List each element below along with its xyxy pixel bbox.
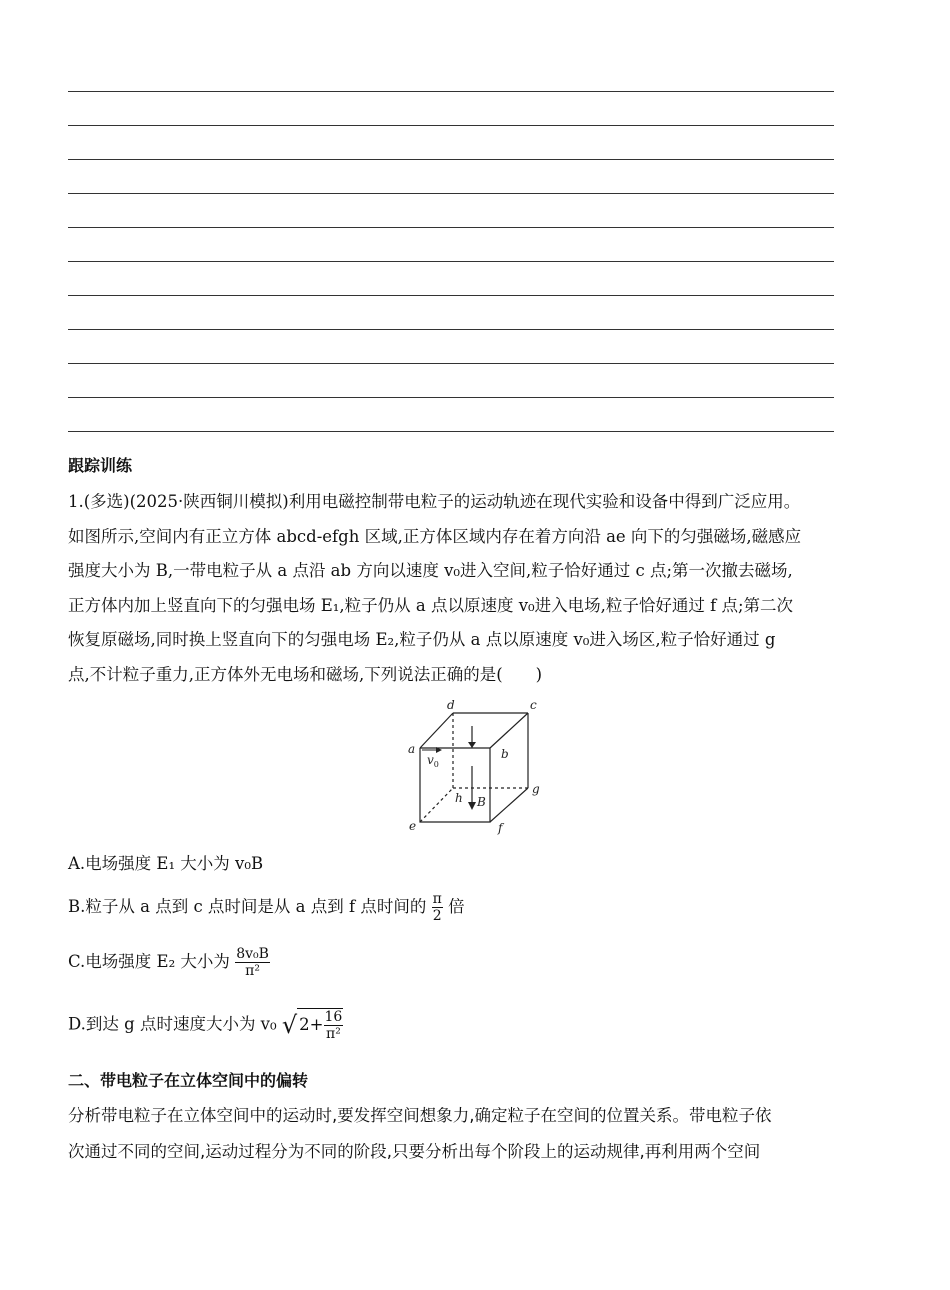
ruled-line bbox=[68, 227, 834, 228]
option-c-prefix: C.电场强度 E₂ 大小为 bbox=[68, 952, 230, 971]
label-f: f bbox=[498, 821, 503, 835]
label-a: a bbox=[408, 742, 416, 756]
section-2-body bbox=[68, 1098, 888, 1170]
radicand bbox=[297, 1008, 343, 1042]
question-line: 点,不计粒子重力,正方体外无电场和磁场,下列说法正确的是( ) bbox=[68, 664, 543, 684]
label-v0 bbox=[427, 753, 439, 769]
body-line: 次通过不同的空间,运动过程分为不同的阶段,只要分析出每个阶段上的运动规律,再利用两个空间 bbox=[68, 1142, 761, 1161]
question-text bbox=[68, 485, 888, 692]
cube-diagram bbox=[400, 696, 550, 836]
option-d bbox=[68, 1008, 343, 1042]
label-g: g bbox=[532, 782, 540, 796]
fraction bbox=[324, 1009, 344, 1042]
label-B: B bbox=[477, 795, 486, 809]
fraction-numerator: 8v₀B bbox=[236, 946, 269, 962]
question-line: 恢复原磁场,同时换上竖直向下的匀强电场 E₂,粒子仍从 a 点以原速度 v₀进入场区,粒子恰好通过 g bbox=[68, 630, 776, 649]
ruled-line bbox=[68, 193, 834, 194]
question-line: 如图所示,空间内有正立方体 abcd-efgh 区域,正方体区域内存在着方向沿 ae 向下的匀强磁场,磁感应 bbox=[68, 526, 802, 546]
radical-sign: √ bbox=[281, 1011, 298, 1039]
fraction-denominator: 2 bbox=[432, 908, 442, 924]
ruled-line bbox=[68, 431, 834, 432]
fraction-numerator: 16 bbox=[324, 1009, 343, 1025]
question-line: 正方体内加上竖直向下的匀强电场 E₁,粒子仍从 a 点以原速度 v₀进入电场,粒子恰好通过 f 点;第二次 bbox=[68, 595, 794, 615]
body-line: 分析带电粒子在立体空间中的运动时,要发挥空间想象力,确定粒子在空间的位置关系。带电粒子依 bbox=[68, 1106, 772, 1125]
label-v0-sub: 0 bbox=[433, 760, 439, 769]
ruled-line bbox=[68, 329, 834, 330]
question-line: 强度大小为 B,一带电粒子从 a 点沿 ab 方向以速度 v₀进入空间,粒子恰好通过 c 点;第一次撤去磁场, bbox=[68, 561, 793, 580]
label-c: c bbox=[530, 698, 537, 712]
option-a: A.电场强度 E₁ 大小为 v₀B bbox=[68, 854, 264, 873]
option-b bbox=[68, 891, 465, 924]
fraction bbox=[432, 891, 443, 924]
answer-ruled-lines bbox=[68, 91, 834, 465]
radicand-text: 2+ bbox=[299, 1015, 324, 1034]
fraction-denominator: π² bbox=[326, 1026, 341, 1042]
label-e: e bbox=[409, 819, 417, 833]
option-d-prefix: D.到达 g 点时速度大小为 v₀ bbox=[68, 1014, 277, 1034]
ruled-line bbox=[68, 91, 834, 92]
fraction-denominator: π² bbox=[245, 963, 260, 979]
ruled-line bbox=[68, 295, 834, 296]
section-label: 跟踪训练 bbox=[68, 456, 133, 475]
ruled-line bbox=[68, 363, 834, 364]
ruled-line bbox=[68, 397, 834, 398]
question-line: 1.(多选)(2025·陕西铜川模拟)利用电磁控制带电粒子的运动轨迹在现代实验和设备中得到广泛应用。 bbox=[68, 492, 801, 511]
label-v0-main: v bbox=[427, 753, 434, 767]
option-b-suffix: 倍 bbox=[448, 897, 465, 916]
section-2-title: 二、带电粒子在立体空间中的偏转 bbox=[68, 1071, 309, 1090]
label-b: b bbox=[501, 747, 509, 761]
fraction bbox=[235, 946, 270, 979]
option-b-prefix: B.粒子从 a 点到 c 点时间是从 a 点到 f 点时间的 bbox=[68, 897, 427, 916]
ruled-line bbox=[68, 261, 834, 262]
label-d: d bbox=[447, 698, 455, 712]
option-c bbox=[68, 946, 270, 979]
label-h: h bbox=[455, 791, 463, 805]
fraction-numerator: π bbox=[432, 891, 442, 907]
ruled-line bbox=[68, 125, 834, 126]
ruled-line bbox=[68, 159, 834, 160]
